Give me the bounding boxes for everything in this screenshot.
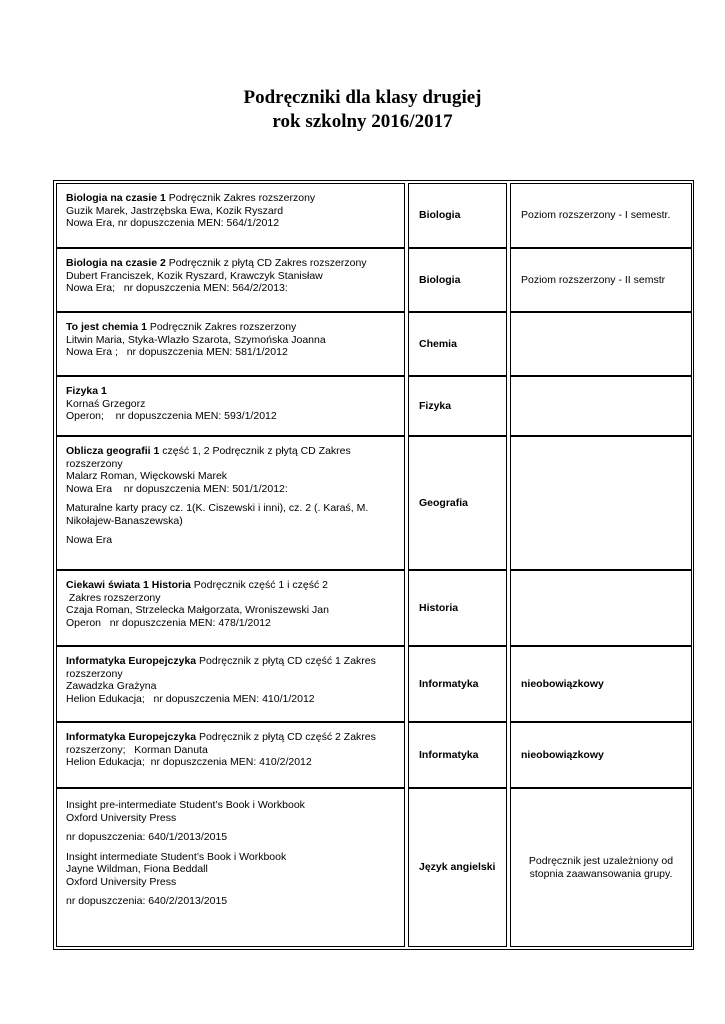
book-publisher: Helion Edukacja; nr dopuszczenia MEN: 410/2/2012 <box>66 756 312 768</box>
book-title: Insight intermediate Student’s Book i Workbook <box>66 850 287 863</box>
table-row-4-subject <box>408 376 507 436</box>
subject-label: Biologia <box>419 273 461 286</box>
note-label: Poziom rozszerzony - I semestr. <box>521 209 671 222</box>
workbook-info: Maturalne karty pracy cz. 1(K. Ciszewski i inni), cz. 2 (. Karaś, M. Nikołajew-Banaszewska) <box>66 502 369 527</box>
table-row-1-book <box>56 183 405 248</box>
book-authors: Jayne Wildman, Fiona Beddall <box>66 863 208 875</box>
workbook-publisher: Nowa Era <box>66 534 113 546</box>
subject-label: Biologia <box>419 209 461 222</box>
book-authors: Malarz Roman, Więckowski Marek <box>66 470 228 482</box>
table-row-3-book <box>56 312 405 376</box>
table-row-9-book <box>56 788 405 947</box>
table-row-8-subject <box>408 722 507 788</box>
table-row-6-subject <box>408 570 507 646</box>
book-publisher: Oxford University Press <box>66 875 177 888</box>
table-row-2-subject <box>408 248 507 312</box>
book-desc: Podręcznik z płytą CD część 1 Zakres rozszerzony <box>66 655 376 680</box>
book-publisher: Oxford University Press <box>66 811 177 824</box>
book-authors: Dubert Franciszek, Kozik Ryszard, Krawczyk Stanisław <box>66 269 323 282</box>
book-title: Oblicza geografii 1 <box>66 445 160 457</box>
book-authors: Kornaś Grzegorz <box>66 397 146 410</box>
book-publisher: Nowa Era; nr dopuszczenia MEN: 564/2/2013: <box>66 282 288 294</box>
book-publisher: Nowa Era nr dopuszczenia MEN: 501/1/2012: <box>66 482 288 495</box>
subject-label: Informatyka <box>419 748 479 761</box>
note-label <box>511 377 691 435</box>
note-label <box>511 313 691 375</box>
book-authors: Guzik Marek, Jastrzębska Ewa, Kozik Ryszard <box>66 204 284 217</box>
table-row-7-note <box>510 646 692 722</box>
table-row-3-subject <box>408 312 507 376</box>
note-label: nieobowiązkowy <box>521 677 604 690</box>
book-desc: Podręcznik Zakres rozszerzony <box>165 192 316 204</box>
approval-number: nr dopuszczenia: 640/2/2013/2015 <box>66 895 228 907</box>
note-label <box>511 437 691 569</box>
book-publisher: Nowa Era ; nr dopuszczenia MEN: 581/1/2012 <box>66 346 288 358</box>
table-row-4-note <box>510 376 692 436</box>
book-title: Biologia na czasie 1 <box>66 192 166 204</box>
book-desc: Podręcznik część 1 i część 2 <box>190 579 329 591</box>
table-row-2-note <box>510 248 692 312</box>
book-desc: część 1, 2 Podręcznik z płytą CD Zakres rozszerzony <box>66 445 351 470</box>
book-publisher: Operon nr dopuszczenia MEN: 478/1/2012 <box>66 616 271 629</box>
approval-number: nr dopuszczenia: 640/1/2013/2015 <box>66 831 228 843</box>
note-label: Podręcznik jest uzależniony od stopnia zaawansowania grupy. <box>528 855 674 880</box>
book-publisher: Nowa Era, nr dopuszczenia MEN: 564/1/2012 <box>66 217 280 229</box>
book-title: Informatyka Europejczyka <box>66 731 197 743</box>
table-row-8-book <box>56 722 405 788</box>
book-title: Informatyka Europejczyka <box>66 655 197 667</box>
book-title: Ciekawi świata 1 Historia <box>66 579 191 591</box>
book-title: Insight pre-intermediate Student’s Book i Workbook <box>66 799 305 811</box>
table-row-6-book <box>56 570 405 646</box>
book-authors: Czaja Roman, Strzelecka Małgorzata, Wroniszewski Jan <box>66 604 329 616</box>
table-row-8-note <box>510 722 692 788</box>
book-authors: Litwin Maria, Styka-Wlazło Szarota, Szymońska Joanna <box>66 333 326 346</box>
table-row-5-note <box>510 436 692 570</box>
table-row-9-note <box>510 788 692 947</box>
subject-label: Informatyka <box>419 677 479 690</box>
table-row-9-subject <box>408 788 507 947</box>
book-title: Biologia na czasie 2 <box>66 257 166 269</box>
table-row-3-note <box>510 312 692 376</box>
table-row-6-note <box>510 570 692 646</box>
subject-label: Geografia <box>419 496 469 509</box>
book-publisher: Operon; nr dopuszczenia MEN: 593/1/2012 <box>66 410 277 422</box>
table-row-4-book <box>56 376 405 436</box>
table-row-5-book <box>56 436 405 570</box>
subject-label: Język angielski <box>419 861 496 874</box>
table-row-7-book <box>56 646 405 722</box>
book-authors: Zawadzka Grażyna <box>66 680 157 692</box>
table-row-1-subject <box>408 183 507 248</box>
book-desc: Podręcznik z płytą CD Zakres rozszerzony <box>165 257 367 269</box>
book-publisher: Helion Edukacja; nr dopuszczenia MEN: 410/1/2012 <box>66 692 315 705</box>
table-row-2-book <box>56 248 405 312</box>
book-title: To jest chemia 1 <box>66 321 147 333</box>
book-title: Fizyka 1 <box>66 385 107 397</box>
note-label: nieobowiązkowy <box>521 748 604 761</box>
subject-label: Fizyka <box>419 399 452 412</box>
book-desc: Podręcznik z płytą CD część 2 Zakres rozszerzony; Korman Danuta <box>66 731 379 756</box>
subject-label: Historia <box>419 601 459 614</box>
table-row-1-note <box>510 183 692 248</box>
table-row-7-subject <box>408 646 507 722</box>
note-label <box>511 571 691 645</box>
page-title <box>0 86 725 134</box>
note-label: Poziom rozszerzony - II semstr <box>521 273 666 286</box>
title-line-2: rok szkolny 2016/2017 <box>272 111 453 132</box>
book-scope: Zakres rozszerzony <box>66 591 161 604</box>
title-line-1: Podręczniki dla klasy drugiej <box>243 87 482 108</box>
book-desc: Podręcznik Zakres rozszerzony <box>146 321 297 333</box>
table-row-5-subject <box>408 436 507 570</box>
subject-label: Chemia <box>419 337 457 350</box>
